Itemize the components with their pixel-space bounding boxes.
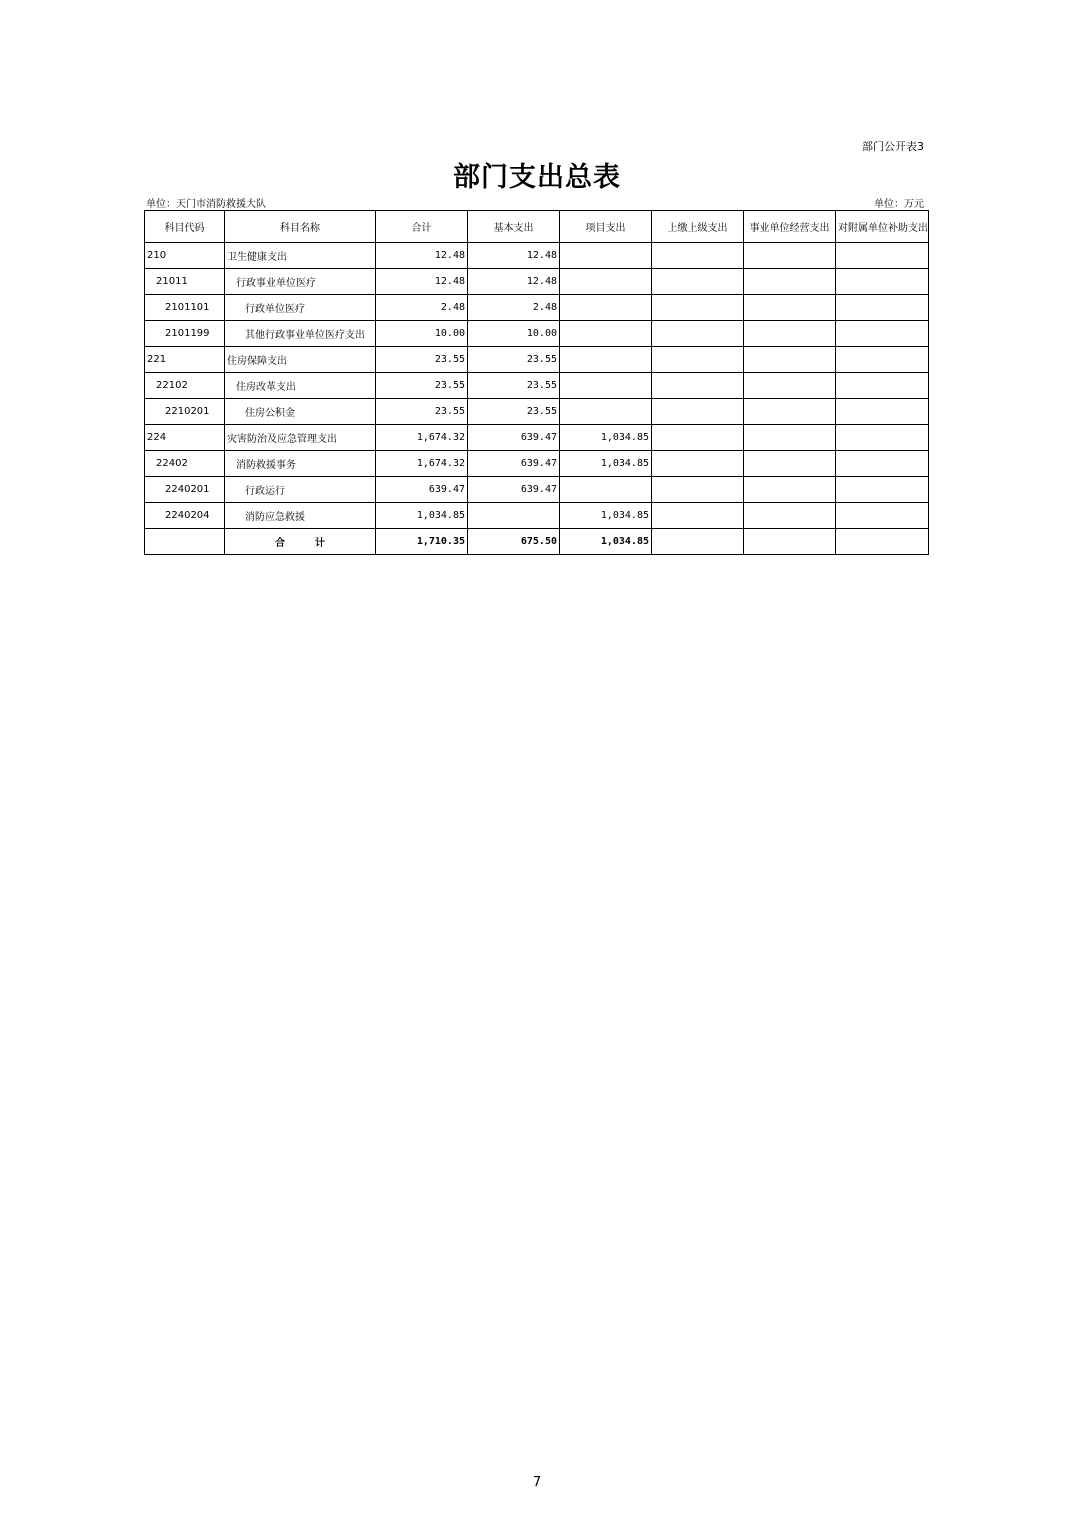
total-sum: 1,710.35 xyxy=(376,529,468,555)
table-row xyxy=(145,321,929,347)
cell-code: 2210201 xyxy=(145,399,225,425)
cell-c6 xyxy=(652,295,744,321)
cell-code: 224 xyxy=(145,425,225,451)
cell-name: 灾害防治及应急管理支出 xyxy=(225,425,376,451)
cell-basic: 23.55 xyxy=(468,399,560,425)
cell-basic: 12.48 xyxy=(468,269,560,295)
cell-c7 xyxy=(744,295,836,321)
cell-project xyxy=(560,269,652,295)
cell-c7 xyxy=(744,399,836,425)
cell-c8 xyxy=(836,295,929,321)
cell-c7 xyxy=(744,477,836,503)
cell-basic: 2.48 xyxy=(468,295,560,321)
cell-c7 xyxy=(744,243,836,269)
page-title: 部门支出总表 xyxy=(453,162,621,193)
cell-total: 10.00 xyxy=(376,321,468,347)
cell-c8 xyxy=(836,451,929,477)
cell-total: 1,034.85 xyxy=(376,503,468,529)
total-code xyxy=(145,529,225,555)
table-row xyxy=(145,503,929,529)
page-number: 7 xyxy=(532,1475,542,1490)
cell-total: 2.48 xyxy=(376,295,468,321)
total-row xyxy=(145,529,929,555)
table-row xyxy=(145,477,929,503)
cell-c8 xyxy=(836,321,929,347)
header-name: 科目名称 xyxy=(225,211,376,243)
cell-total: 23.55 xyxy=(376,347,468,373)
expenditure-table xyxy=(144,210,929,555)
cell-project xyxy=(560,243,652,269)
header-upper-remit: 上缴上级支出 xyxy=(652,211,744,243)
cell-project: 1,034.85 xyxy=(560,425,652,451)
cell-c6 xyxy=(652,477,744,503)
cell-c7 xyxy=(744,373,836,399)
table-row xyxy=(145,243,929,269)
table-row xyxy=(145,269,929,295)
cell-c8 xyxy=(836,399,929,425)
cell-name: 消防应急救援 xyxy=(225,503,376,529)
cell-code: 22102 xyxy=(145,373,225,399)
unit-organization: 单位：天门市消防救援大队 xyxy=(146,199,266,210)
cell-basic xyxy=(468,503,560,529)
cell-code: 2101101 xyxy=(145,295,225,321)
cell-total: 1,674.32 xyxy=(376,451,468,477)
header-business: 事业单位经营支出 xyxy=(744,211,836,243)
total-basic: 675.50 xyxy=(468,529,560,555)
cell-basic: 23.55 xyxy=(468,373,560,399)
cell-c6 xyxy=(652,451,744,477)
header-row xyxy=(145,211,929,243)
table-row xyxy=(145,373,929,399)
cell-project: 1,034.85 xyxy=(560,503,652,529)
form-number: 部门公开表3 xyxy=(862,140,924,153)
cell-name: 住房公积金 xyxy=(225,399,376,425)
cell-code: 221 xyxy=(145,347,225,373)
cell-project: 1,034.85 xyxy=(560,451,652,477)
cell-c8 xyxy=(836,425,929,451)
cell-name: 其他行政事业单位医疗支出 xyxy=(225,321,376,347)
cell-c8 xyxy=(836,347,929,373)
table-row xyxy=(145,425,929,451)
cell-c6 xyxy=(652,269,744,295)
unit-currency: 单位：万元 xyxy=(874,199,924,210)
total-subsidiary xyxy=(836,529,929,555)
cell-project xyxy=(560,321,652,347)
cell-basic: 12.48 xyxy=(468,243,560,269)
cell-code: 2101199 xyxy=(145,321,225,347)
cell-c6 xyxy=(652,425,744,451)
cell-total: 23.55 xyxy=(376,373,468,399)
total-label: 合 计 xyxy=(225,529,376,555)
cell-code: 2240204 xyxy=(145,503,225,529)
cell-code: 2240201 xyxy=(145,477,225,503)
cell-name: 行政事业单位医疗 xyxy=(225,269,376,295)
cell-c8 xyxy=(836,373,929,399)
total-business xyxy=(744,529,836,555)
cell-c6 xyxy=(652,373,744,399)
cell-project xyxy=(560,477,652,503)
cell-project xyxy=(560,373,652,399)
table-row xyxy=(145,451,929,477)
cell-basic: 639.47 xyxy=(468,451,560,477)
cell-c7 xyxy=(744,503,836,529)
cell-total: 12.48 xyxy=(376,243,468,269)
cell-c7 xyxy=(744,347,836,373)
cell-c8 xyxy=(836,477,929,503)
cell-code: 22402 xyxy=(145,451,225,477)
header-project: 项目支出 xyxy=(560,211,652,243)
header-subsidiary: 对附属单位补助支出 xyxy=(836,211,929,243)
cell-c7 xyxy=(744,425,836,451)
cell-c8 xyxy=(836,503,929,529)
cell-code: 21011 xyxy=(145,269,225,295)
cell-c6 xyxy=(652,347,744,373)
cell-code: 210 xyxy=(145,243,225,269)
cell-name: 住房保障支出 xyxy=(225,347,376,373)
cell-basic: 639.47 xyxy=(468,477,560,503)
cell-name: 卫生健康支出 xyxy=(225,243,376,269)
cell-c7 xyxy=(744,451,836,477)
cell-name: 行政运行 xyxy=(225,477,376,503)
total-upper-remit xyxy=(652,529,744,555)
cell-total: 1,674.32 xyxy=(376,425,468,451)
cell-total: 12.48 xyxy=(376,269,468,295)
cell-project xyxy=(560,347,652,373)
cell-project xyxy=(560,295,652,321)
cell-c6 xyxy=(652,399,744,425)
cell-name: 行政单位医疗 xyxy=(225,295,376,321)
cell-c6 xyxy=(652,321,744,347)
cell-c6 xyxy=(652,243,744,269)
cell-total: 639.47 xyxy=(376,477,468,503)
cell-project xyxy=(560,399,652,425)
cell-c7 xyxy=(744,321,836,347)
cell-c7 xyxy=(744,269,836,295)
cell-c8 xyxy=(836,243,929,269)
cell-basic: 10.00 xyxy=(468,321,560,347)
cell-c6 xyxy=(652,503,744,529)
table-row xyxy=(145,399,929,425)
cell-name: 住房改革支出 xyxy=(225,373,376,399)
cell-basic: 639.47 xyxy=(468,425,560,451)
table-row xyxy=(145,347,929,373)
header-total: 合计 xyxy=(376,211,468,243)
cell-name: 消防救援事务 xyxy=(225,451,376,477)
table-row xyxy=(145,295,929,321)
cell-c8 xyxy=(836,269,929,295)
header-basic: 基本支出 xyxy=(468,211,560,243)
header-code: 科目代码 xyxy=(145,211,225,243)
cell-basic: 23.55 xyxy=(468,347,560,373)
cell-total: 23.55 xyxy=(376,399,468,425)
total-project: 1,034.85 xyxy=(560,529,652,555)
